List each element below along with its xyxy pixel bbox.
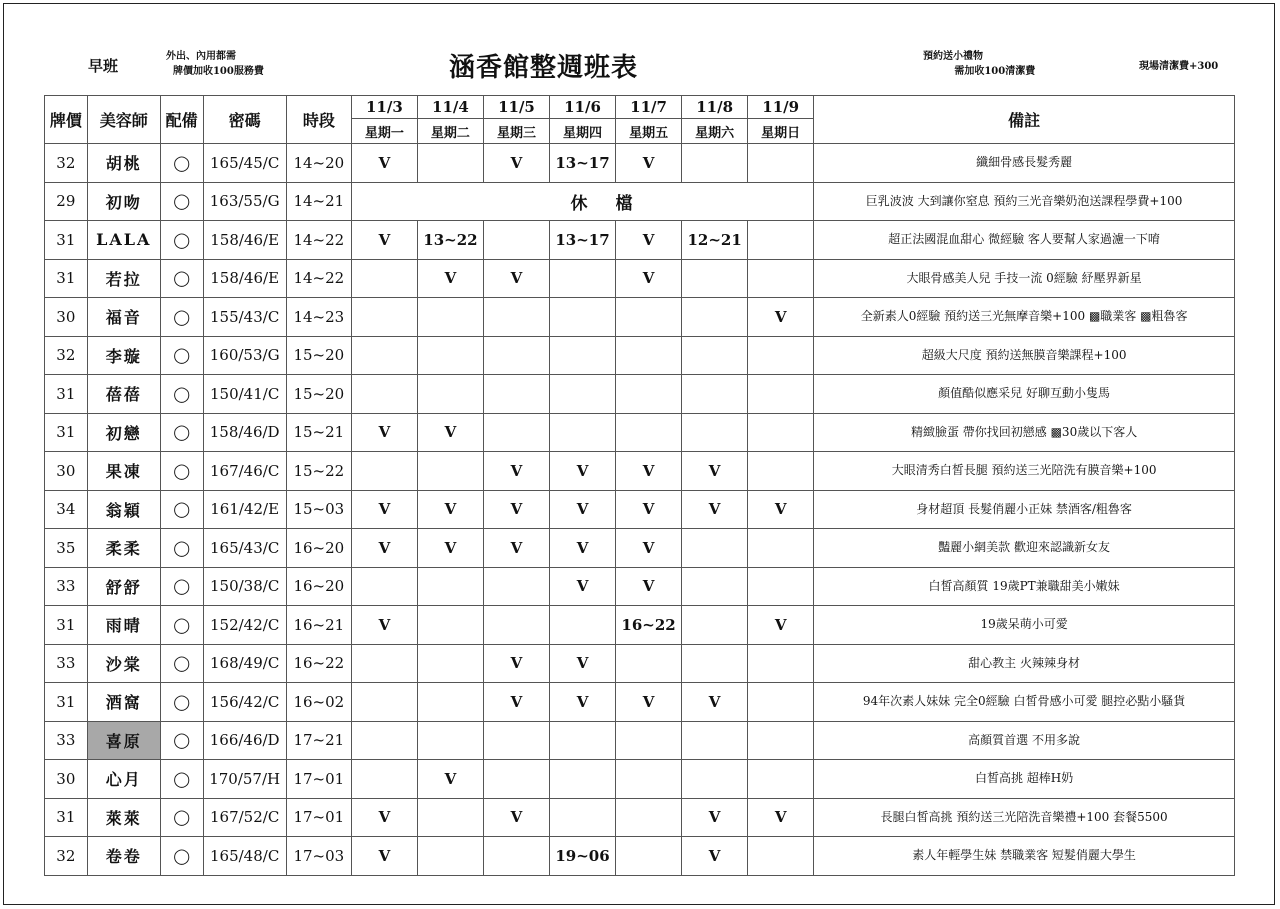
day-cell <box>748 452 814 491</box>
day-cell <box>550 798 616 837</box>
col-header-weekday: 星期二 <box>417 119 483 144</box>
col-header-date: 11/6 <box>550 96 616 119</box>
equip-cell: ◯ <box>160 490 203 529</box>
day-cell <box>483 375 549 414</box>
code-cell: 170/57/H <box>203 760 286 799</box>
name-cell: 胡桃 <box>87 144 160 183</box>
day-cell <box>682 606 748 645</box>
equip-cell: ◯ <box>160 721 203 760</box>
hours-cell: 15~22 <box>286 452 351 491</box>
col-header-code: 密碼 <box>203 96 286 144</box>
price-cell: 30 <box>45 452 88 491</box>
name-cell: 蓓蓓 <box>87 375 160 414</box>
day-cell <box>748 221 814 260</box>
day-cell <box>748 721 814 760</box>
day-cell: V <box>616 221 682 260</box>
name-cell: 舒舒 <box>87 567 160 606</box>
day-cell: V <box>550 529 616 568</box>
day-cell <box>351 567 417 606</box>
equip-cell: ◯ <box>160 259 203 298</box>
day-cell: V <box>483 452 549 491</box>
shift-label: 早班 <box>88 57 119 75</box>
day-cell <box>550 721 616 760</box>
table-row <box>45 529 1235 568</box>
day-cell: V <box>351 144 417 183</box>
code-cell: 167/46/C <box>203 452 286 491</box>
code-cell: 155/43/C <box>203 298 286 337</box>
day-cell: V <box>550 490 616 529</box>
day-cell <box>483 221 549 260</box>
col-header-date: 11/4 <box>417 96 483 119</box>
code-cell: 165/43/C <box>203 529 286 568</box>
day-cell <box>417 452 483 491</box>
day-cell: V <box>483 144 549 183</box>
price-cell: 31 <box>45 375 88 414</box>
day-cell: V <box>483 644 549 683</box>
day-cell <box>351 683 417 722</box>
col-header-date: 11/8 <box>682 96 748 119</box>
table-row <box>45 375 1235 414</box>
day-cell: V <box>748 798 814 837</box>
remark-cell: 巨乳波波 大到讓你窒息 預約三光音樂奶泡送課程學費+100 <box>814 182 1235 221</box>
col-header-name: 美容師 <box>87 96 160 144</box>
day-cell: V <box>748 298 814 337</box>
day-cell: V <box>351 490 417 529</box>
remark-cell: 全新素人0經驗 預約送三光無摩音樂+100 ▩職業客 ▩粗魯客 <box>814 298 1235 337</box>
day-cell: V <box>682 452 748 491</box>
day-cell: V <box>550 452 616 491</box>
day-cell: V <box>417 529 483 568</box>
equip-cell: ◯ <box>160 837 203 876</box>
day-cell: 13~22 <box>417 221 483 260</box>
name-cell: 酒窩 <box>87 683 160 722</box>
day-cell <box>748 529 814 568</box>
day-cell: V <box>682 490 748 529</box>
equip-cell: ◯ <box>160 221 203 260</box>
day-cell <box>748 336 814 375</box>
price-cell: 30 <box>45 760 88 799</box>
day-cell: V <box>748 490 814 529</box>
day-cell <box>417 683 483 722</box>
equip-cell: ◯ <box>160 182 203 221</box>
day-cell <box>483 760 549 799</box>
day-cell: V <box>550 683 616 722</box>
name-cell: 心月 <box>87 760 160 799</box>
code-cell: 165/45/C <box>203 144 286 183</box>
table-row <box>45 413 1235 452</box>
price-cell: 31 <box>45 413 88 452</box>
col-header-weekday: 星期六 <box>682 119 748 144</box>
equip-cell: ◯ <box>160 606 203 645</box>
header-row-dates <box>45 96 1235 119</box>
remark-cell: 高顏質首選 不用多說 <box>814 721 1235 760</box>
day-cell <box>550 298 616 337</box>
page-title: 涵香館整週班表 <box>449 53 639 83</box>
name-cell: 果凍 <box>87 452 160 491</box>
day-cell <box>417 336 483 375</box>
day-cell <box>682 721 748 760</box>
day-cell <box>616 375 682 414</box>
booking-gift-note: 預約送小禮物 需加收100清潔費 <box>923 51 1036 77</box>
col-header-date: 11/9 <box>748 96 814 119</box>
remark-cell: 纖細骨感長髮秀麗 <box>814 144 1235 183</box>
day-cell: 13~17 <box>550 221 616 260</box>
hours-cell: 15~21 <box>286 413 351 452</box>
hours-cell: 15~20 <box>286 336 351 375</box>
code-cell: 150/41/C <box>203 375 286 414</box>
equip-cell: ◯ <box>160 413 203 452</box>
day-cell: V <box>417 490 483 529</box>
day-cell: V <box>417 760 483 799</box>
day-cell: 13~17 <box>550 144 616 183</box>
table-row <box>45 221 1235 260</box>
day-cell <box>682 529 748 568</box>
price-cell: 32 <box>45 144 88 183</box>
day-cell <box>748 837 814 876</box>
day-cell <box>616 336 682 375</box>
day-cell <box>748 413 814 452</box>
day-cell <box>483 606 549 645</box>
day-cell <box>682 760 748 799</box>
day-cell <box>616 298 682 337</box>
col-header-weekday: 星期四 <box>550 119 616 144</box>
table-row <box>45 336 1235 375</box>
name-cell: 萊萊 <box>87 798 160 837</box>
service-fee-note: 外出、內用都需 牌價加收100服務費 <box>166 51 264 77</box>
equip-cell: ◯ <box>160 529 203 568</box>
hours-cell: 14~21 <box>286 182 351 221</box>
day-cell <box>351 375 417 414</box>
day-cell <box>682 644 748 683</box>
hours-cell: 14~22 <box>286 221 351 260</box>
day-cell: V <box>550 644 616 683</box>
remark-cell: 素人年輕學生妹 禁職業客 短髮俏麗大學生 <box>814 837 1235 876</box>
name-cell: 李璇 <box>87 336 160 375</box>
table-row <box>45 798 1235 837</box>
name-cell: 初戀 <box>87 413 160 452</box>
day-cell <box>748 567 814 606</box>
name-cell: 若拉 <box>87 259 160 298</box>
day-cell: V <box>351 221 417 260</box>
code-cell: 158/46/D <box>203 413 286 452</box>
hours-cell: 15~20 <box>286 375 351 414</box>
day-cell <box>550 336 616 375</box>
day-cell: V <box>483 798 549 837</box>
hours-cell: 16~22 <box>286 644 351 683</box>
day-cell: V <box>682 683 748 722</box>
price-cell: 31 <box>45 221 88 260</box>
hours-cell: 16~21 <box>286 606 351 645</box>
price-cell: 29 <box>45 182 88 221</box>
day-cell: V <box>483 490 549 529</box>
day-cell <box>351 452 417 491</box>
name-cell: 卷卷 <box>87 837 160 876</box>
day-cell: 12~21 <box>682 221 748 260</box>
hours-cell: 14~20 <box>286 144 351 183</box>
day-cell: V <box>682 798 748 837</box>
day-cell: V <box>351 413 417 452</box>
equip-cell: ◯ <box>160 375 203 414</box>
day-cell <box>748 144 814 183</box>
price-cell: 31 <box>45 606 88 645</box>
col-header-date: 11/3 <box>351 96 417 119</box>
day-cell <box>351 336 417 375</box>
day-cell <box>682 413 748 452</box>
table-row <box>45 259 1235 298</box>
day-cell <box>748 644 814 683</box>
equip-cell: ◯ <box>160 567 203 606</box>
day-cell <box>550 413 616 452</box>
rest-label-cell: 休 <box>351 182 615 221</box>
day-cell: V <box>616 490 682 529</box>
remark-cell: 精緻臉蛋 帶你找回初戀感 ▩30歲以下客人 <box>814 413 1235 452</box>
rest-label-cell: 檔 <box>616 182 814 221</box>
code-cell: 168/49/C <box>203 644 286 683</box>
remark-cell: 大眼清秀白皙長腿 預約送三光陪洗有膜音樂+100 <box>814 452 1235 491</box>
code-cell: 167/52/C <box>203 798 286 837</box>
day-cell <box>550 375 616 414</box>
price-cell: 33 <box>45 721 88 760</box>
day-cell <box>483 837 549 876</box>
name-cell: 沙棠 <box>87 644 160 683</box>
day-cell <box>351 298 417 337</box>
day-cell <box>417 298 483 337</box>
day-cell <box>417 798 483 837</box>
day-cell: V <box>682 837 748 876</box>
equip-cell: ◯ <box>160 452 203 491</box>
day-cell: V <box>483 259 549 298</box>
day-cell <box>616 837 682 876</box>
remark-cell: 甜心教主 火辣辣身材 <box>814 644 1235 683</box>
day-cell: V <box>616 567 682 606</box>
remark-cell: 超正法國混血甜心 微經驗 客人要幫人家過濾一下唷 <box>814 221 1235 260</box>
hours-cell: 16~20 <box>286 529 351 568</box>
day-cell <box>682 336 748 375</box>
table-row <box>45 683 1235 722</box>
day-cell <box>351 259 417 298</box>
day-cell: V <box>351 837 417 876</box>
hours-cell: 16~02 <box>286 683 351 722</box>
equip-cell: ◯ <box>160 644 203 683</box>
day-cell <box>682 375 748 414</box>
day-cell <box>483 298 549 337</box>
day-cell: V <box>417 413 483 452</box>
col-header-equip: 配備 <box>160 96 203 144</box>
hours-cell: 17~01 <box>286 760 351 799</box>
cleaning-fee-note: 現場清潔費+300 <box>1139 61 1219 72</box>
hours-cell: 16~20 <box>286 567 351 606</box>
price-cell: 30 <box>45 298 88 337</box>
remark-cell: 長腿白皙高挑 預約送三光陪洗音樂禮+100 套餐5500 <box>814 798 1235 837</box>
schedule-body <box>45 144 1235 876</box>
code-cell: 158/46/E <box>203 221 286 260</box>
code-cell: 166/46/D <box>203 721 286 760</box>
code-cell: 158/46/E <box>203 259 286 298</box>
col-header-hours: 時段 <box>286 96 351 144</box>
day-cell: V <box>351 798 417 837</box>
price-cell: 34 <box>45 490 88 529</box>
table-row <box>45 606 1235 645</box>
table-row <box>45 490 1235 529</box>
code-cell: 152/42/C <box>203 606 286 645</box>
name-cell: 翁穎 <box>87 490 160 529</box>
remark-cell: 豔麗小網美款 歡迎來認識新女友 <box>814 529 1235 568</box>
day-cell <box>417 644 483 683</box>
day-cell <box>417 606 483 645</box>
day-cell: 16~22 <box>616 606 682 645</box>
code-cell: 161/42/E <box>203 490 286 529</box>
equip-cell: ◯ <box>160 683 203 722</box>
day-cell <box>351 721 417 760</box>
col-header-weekday: 星期一 <box>351 119 417 144</box>
name-cell: 福音 <box>87 298 160 337</box>
hours-cell: 15~03 <box>286 490 351 529</box>
day-cell <box>616 721 682 760</box>
day-cell <box>616 798 682 837</box>
day-cell: V <box>550 567 616 606</box>
day-cell: V <box>417 259 483 298</box>
day-cell <box>417 144 483 183</box>
name-cell: 初吻 <box>87 182 160 221</box>
day-cell <box>417 721 483 760</box>
day-cell: V <box>616 529 682 568</box>
hours-cell: 14~23 <box>286 298 351 337</box>
equip-cell: ◯ <box>160 336 203 375</box>
day-cell <box>748 259 814 298</box>
day-cell: 19~06 <box>550 837 616 876</box>
price-cell: 31 <box>45 798 88 837</box>
price-cell: 31 <box>45 259 88 298</box>
day-cell: V <box>616 452 682 491</box>
table-row <box>45 567 1235 606</box>
remark-cell: 白皙高顏質 19歲PT兼職甜美小嫩妹 <box>814 567 1235 606</box>
price-cell: 32 <box>45 837 88 876</box>
day-cell: V <box>616 683 682 722</box>
code-cell: 156/42/C <box>203 683 286 722</box>
day-cell <box>417 837 483 876</box>
day-cell: V <box>748 606 814 645</box>
day-cell <box>748 760 814 799</box>
day-cell <box>682 567 748 606</box>
day-cell <box>417 567 483 606</box>
price-cell: 35 <box>45 529 88 568</box>
day-cell <box>483 721 549 760</box>
table-row <box>45 182 1235 221</box>
name-cell: 喜原 <box>87 721 160 760</box>
table-row <box>45 452 1235 491</box>
day-cell <box>351 760 417 799</box>
day-cell <box>483 413 549 452</box>
col-header-remark: 備註 <box>814 96 1235 144</box>
equip-cell: ◯ <box>160 798 203 837</box>
day-cell <box>748 375 814 414</box>
day-cell <box>550 259 616 298</box>
remark-cell: 白皙高挑 超棒H奶 <box>814 760 1235 799</box>
day-cell <box>483 336 549 375</box>
table-row <box>45 837 1235 876</box>
day-cell <box>616 413 682 452</box>
remark-cell: 大眼骨感美人兒 手技一流 0經驗 紓壓界新星 <box>814 259 1235 298</box>
code-cell: 160/53/G <box>203 336 286 375</box>
day-cell: V <box>616 144 682 183</box>
day-cell: V <box>351 529 417 568</box>
hours-cell: 17~21 <box>286 721 351 760</box>
price-cell: 33 <box>45 644 88 683</box>
table-row <box>45 721 1235 760</box>
day-cell <box>682 259 748 298</box>
day-cell <box>748 683 814 722</box>
col-header-weekday: 星期日 <box>748 119 814 144</box>
hours-cell: 14~22 <box>286 259 351 298</box>
code-cell: 165/48/C <box>203 837 286 876</box>
remark-cell: 94年次素人妹妹 完全0經驗 白皙骨感小可愛 腿控必點小騷貨 <box>814 683 1235 722</box>
remark-cell: 身材超頂 長髮俏麗小正妹 禁酒客/粗魯客 <box>814 490 1235 529</box>
col-header-price: 牌價 <box>45 96 88 144</box>
day-cell <box>483 567 549 606</box>
price-cell: 33 <box>45 567 88 606</box>
table-row <box>45 144 1235 183</box>
name-cell: 雨晴 <box>87 606 160 645</box>
day-cell <box>616 644 682 683</box>
remark-cell: 超級大尺度 預約送無膜音樂課程+100 <box>814 336 1235 375</box>
col-header-date: 11/7 <box>616 96 682 119</box>
day-cell <box>550 760 616 799</box>
day-cell: V <box>351 606 417 645</box>
name-cell: 柔柔 <box>87 529 160 568</box>
day-cell <box>417 375 483 414</box>
price-cell: 31 <box>45 683 88 722</box>
col-header-weekday: 星期三 <box>483 119 549 144</box>
code-cell: 163/55/G <box>203 182 286 221</box>
weekly-schedule-table <box>44 95 1235 876</box>
col-header-date: 11/5 <box>483 96 549 119</box>
day-cell <box>616 760 682 799</box>
day-cell <box>682 144 748 183</box>
hours-cell: 17~03 <box>286 837 351 876</box>
day-cell: V <box>483 683 549 722</box>
day-cell <box>682 298 748 337</box>
remark-cell: 19歲呆萌小可愛 <box>814 606 1235 645</box>
code-cell: 150/38/C <box>203 567 286 606</box>
equip-cell: ◯ <box>160 298 203 337</box>
day-cell: V <box>616 259 682 298</box>
equip-cell: ◯ <box>160 144 203 183</box>
equip-cell: ◯ <box>160 760 203 799</box>
table-row <box>45 644 1235 683</box>
col-header-weekday: 星期五 <box>616 119 682 144</box>
table-row <box>45 298 1235 337</box>
price-cell: 32 <box>45 336 88 375</box>
day-cell <box>351 644 417 683</box>
day-cell <box>550 606 616 645</box>
remark-cell: 顏值酷似應采兒 好聊互動小隻馬 <box>814 375 1235 414</box>
name-cell: LALA <box>87 221 160 260</box>
table-row <box>45 760 1235 799</box>
hours-cell: 17~01 <box>286 798 351 837</box>
day-cell: V <box>483 529 549 568</box>
